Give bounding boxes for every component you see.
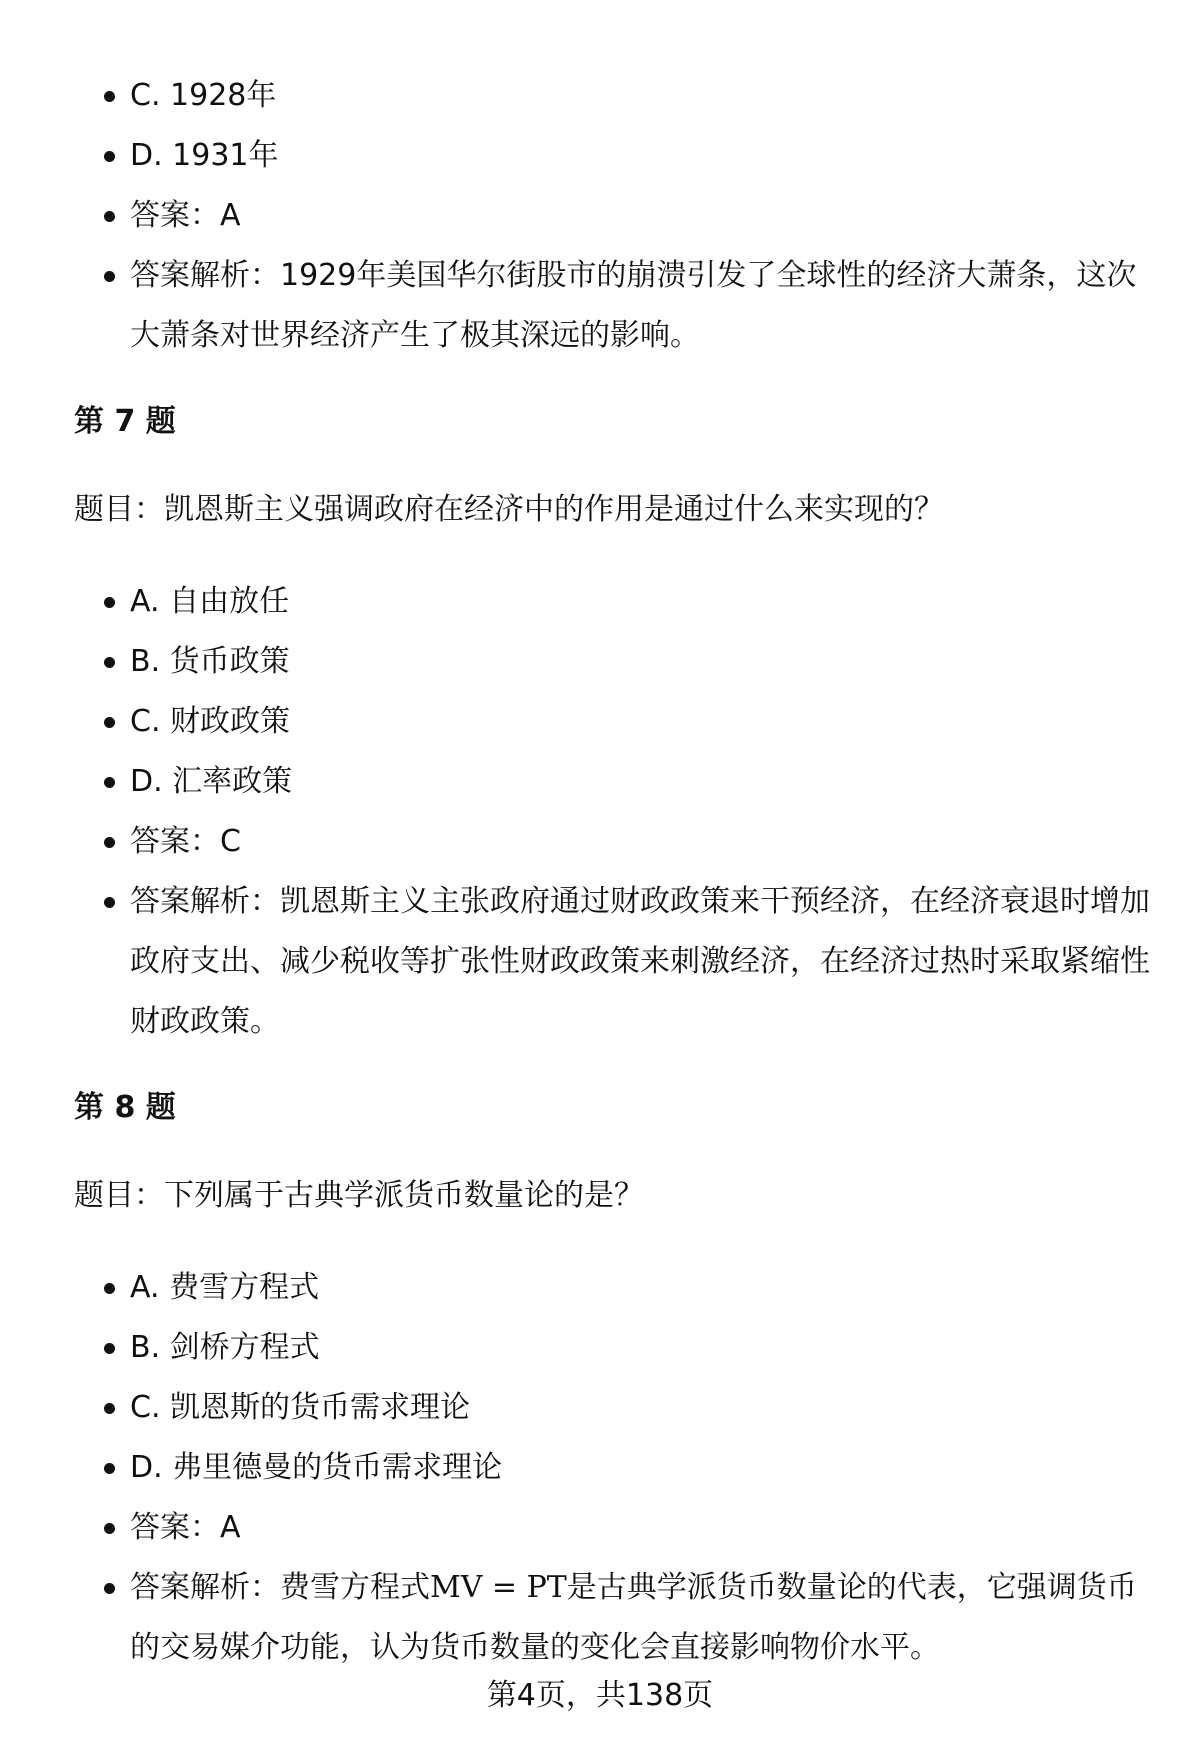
answer: 答案：C: [74, 812, 1164, 872]
explanation-suffix: 是古典学派货币数量论的代表，它强调货币的交易媒介功能，认为货币数量的变化会直接影响物价水平。: [130, 1570, 1137, 1665]
option-c: C. 凯恩斯的货币需求理论: [74, 1378, 1164, 1438]
question-text: 题目：凯恩斯主义强调政府在经济中的作用是通过什么来实现的？: [74, 492, 944, 527]
option-c: C. 财政政策: [74, 692, 1164, 752]
question-heading: 第 7 题: [74, 404, 176, 439]
option-a: A. 自由放任: [74, 572, 1164, 632]
answer: 答案：A: [74, 1498, 1164, 1558]
question-8-options: [74, 1258, 1164, 1678]
option-a: A. 费雪方程式: [74, 1258, 1164, 1318]
answer-explanation: [74, 1558, 1164, 1678]
option-d: D. 1931年: [74, 126, 1164, 186]
option-b: B. 货币政策: [74, 632, 1164, 692]
explanation-prefix: 答案解析：费雪方程式: [130, 1570, 430, 1605]
question-8-text-block: [74, 1176, 1164, 1216]
question-7-text-block: [74, 490, 1164, 530]
question-6-options: [74, 66, 1164, 366]
question-8-block: [74, 1258, 1164, 1678]
option-d: D. 汇率政策: [74, 752, 1164, 812]
option-d: D. 弗里德曼的货币需求理论: [74, 1438, 1164, 1498]
answer: 答案：A: [74, 186, 1164, 246]
answer-explanation: 答案解析：1929年美国华尔街股市的崩溃引发了全球性的经济大萧条，这次大萧条对世界经济产生了极其深远的影响。: [74, 246, 1164, 366]
page-footer: 第4页，共138页: [486, 1678, 714, 1713]
question-7-block: [74, 572, 1164, 1052]
question-6-block: [74, 66, 1164, 366]
fisher-equation: MV = PT: [430, 1570, 567, 1605]
question-7-options: [74, 572, 1164, 1052]
option-c: C. 1928年: [74, 66, 1164, 126]
question-8-heading-block: [74, 1088, 1164, 1128]
question-heading: 第 8 题: [74, 1090, 176, 1125]
option-b: B. 剑桥方程式: [74, 1318, 1164, 1378]
question-text: 题目：下列属于古典学派货币数量论的是？: [74, 1178, 644, 1213]
question-7-heading-block: [74, 402, 1164, 442]
answer-explanation: 答案解析：凯恩斯主义主张政府通过财政政策来干预经济，在经济衰退时增加政府支出、减少税收等扩张性财政政策来刺激经济，在经济过热时采取紧缩性财政政策。: [74, 872, 1164, 1052]
